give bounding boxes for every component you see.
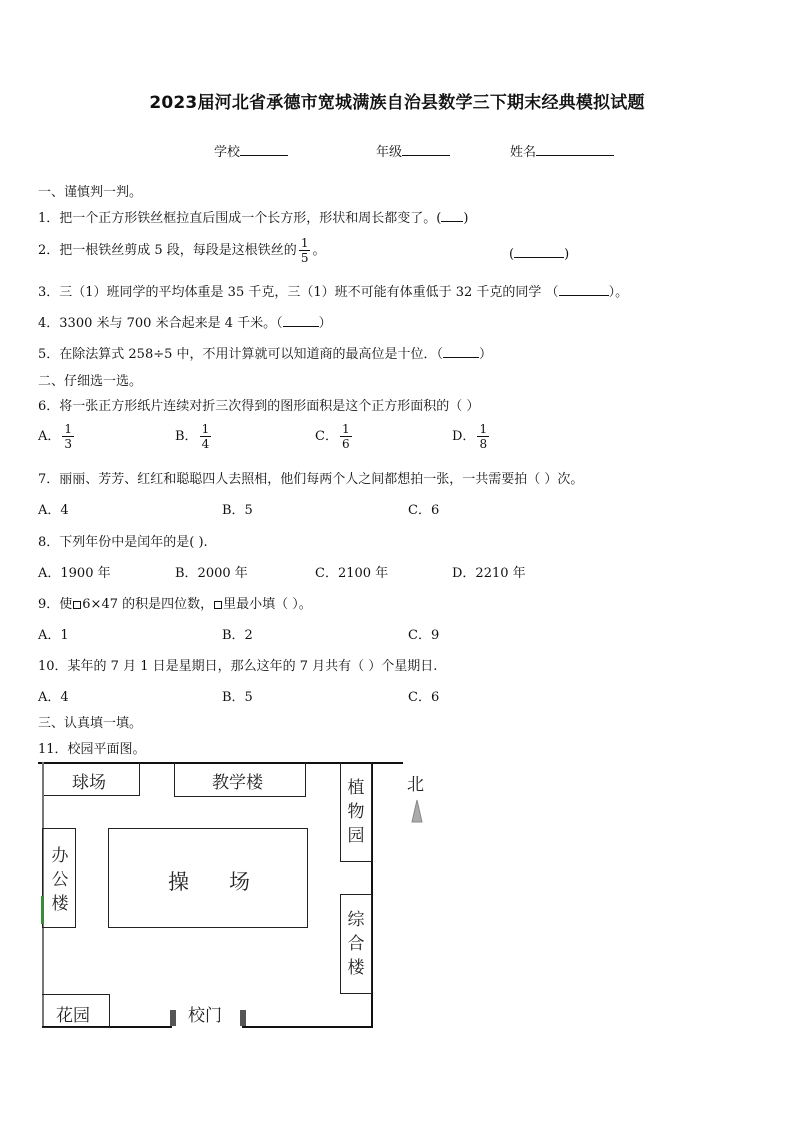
q9-option-a[interactable]: A．1 [38, 628, 69, 643]
campus-map [38, 762, 438, 1034]
question-9: 9．使 6×47 的积是四位数， 里最小填（ ）。 [38, 597, 312, 612]
question-6: 6．将一张正方形纸片连续对折三次得到的图形面积是这个正方形面积的（ ） [38, 399, 480, 414]
q6-option-c[interactable]: C． $\frac{1}{6}$ [315, 422, 350, 451]
playground-label: 操 场 [168, 870, 251, 894]
q1-close: ) [463, 211, 469, 226]
q2-answer: ( ) [509, 247, 570, 262]
square-box-icon [73, 601, 81, 609]
q8-option-c[interactable]: C．2100 年 [315, 566, 389, 581]
office-building-label: 办公楼 [51, 846, 69, 914]
q2-text: 2．把一根铁丝剪成 5 段，每段是这根铁丝的 [38, 243, 297, 258]
section-heading-2: 二、仔细选一选。 [38, 374, 143, 389]
square-box-icon [214, 601, 222, 609]
map-bottom-edge-right [242, 1026, 372, 1028]
plant-garden-label: 植物园 [347, 778, 365, 846]
q7-option-c[interactable]: C．6 [408, 503, 440, 518]
grade-blank[interactable] [402, 142, 450, 156]
q3-answer-blank[interactable] [559, 283, 609, 296]
gate-post-left [170, 1010, 176, 1026]
garden-label: 花园 [56, 1006, 90, 1026]
school-blank[interactable] [240, 142, 288, 156]
question-1 [38, 207, 468, 226]
name-label: 姓名 [510, 145, 537, 160]
question-7: 7．丽丽、芳芳、红红和聪聪四人去照相，他们每两个人之间都想拍一张，一共需要拍（ ）次。 [38, 472, 584, 487]
q10-option-a[interactable]: A．4 [38, 690, 69, 705]
north-arrow-icon [411, 798, 423, 824]
question-4 [38, 312, 332, 331]
north-label: 北 [407, 775, 424, 795]
office-marker [41, 896, 44, 924]
q4-text: 4．3300 米与 700 米合起来是 4 千米。（ [38, 316, 283, 331]
q2-fraction: $\frac{1}{5}$ [300, 236, 309, 265]
q6-option-d[interactable]: D． $\frac{1}{8}$ [452, 422, 488, 451]
q6-option-a[interactable]: A． $\frac{1}{3}$ [38, 422, 73, 451]
school-field [214, 141, 288, 160]
grade-field [376, 141, 450, 160]
q3-close: ）。 [608, 285, 629, 300]
q10-option-c[interactable]: C．6 [408, 690, 440, 705]
grade-label: 年级 [376, 145, 403, 160]
q2-answer-blank[interactable] [514, 245, 564, 258]
complex-building-label: 综合楼 [347, 910, 365, 978]
q5-answer-blank[interactable] [443, 345, 479, 358]
ballfield-label: 球场 [72, 773, 106, 793]
q1-answer-blank[interactable] [441, 209, 463, 222]
page-title: 2023届河北省承德市宽城满族自治县数学三下期末经典模拟试题 [149, 93, 645, 113]
question-10: 10．某年的 7 月 1 日是星期日，那么这年的 7 月共有（ ）个星期日. [38, 659, 438, 674]
gate-label: 校门 [188, 1006, 222, 1026]
q3-text: 3．三（1）班同学的平均体重是 35 千克，三（1）班不可能有体重低于 32 千克的同学 （ [38, 285, 559, 300]
q6-option-b[interactable]: B． $\frac{1}{4}$ [175, 422, 210, 451]
q9-option-b[interactable]: B．2 [222, 628, 253, 643]
q8-option-a[interactable]: A．1900 年 [38, 566, 111, 581]
q10-option-b[interactable]: B．5 [222, 690, 253, 705]
gate-post-right [240, 1010, 246, 1026]
q5-text: 5．在除法算式 258÷5 中，不用计算就可以知道商的最高位是十位．（ [38, 347, 444, 362]
q2-text-after: 。 [312, 243, 326, 258]
question-8: 8．下列年份中是闰年的是( ). [38, 535, 208, 550]
q7-option-b[interactable]: B．5 [222, 503, 253, 518]
q7-option-a[interactable]: A．4 [38, 503, 69, 518]
teaching-building-label: 教学楼 [212, 773, 263, 793]
q8-option-b[interactable]: B．2000 年 [175, 566, 248, 581]
section-heading-1: 一、谨慎判一判。 [38, 185, 143, 200]
q9-option-c[interactable]: C．9 [408, 628, 440, 643]
question-2 [38, 236, 325, 265]
name-field [510, 141, 614, 160]
q4-close: ） [318, 316, 332, 331]
question-3 [38, 281, 628, 300]
q5-close: ） [479, 347, 493, 362]
section-heading-3: 三、认真填一填。 [38, 716, 143, 731]
q8-option-d[interactable]: D．2210 年 [452, 566, 526, 581]
q4-answer-blank[interactable] [283, 314, 319, 327]
name-blank[interactable] [536, 142, 614, 156]
school-label: 学校 [214, 145, 241, 160]
q1-text: 1．把一个正方形铁丝框拉直后围成一个长方形，形状和周长都变了。( [38, 211, 442, 226]
question-5 [38, 343, 492, 362]
question-11: 11．校园平面图。 [38, 742, 146, 757]
